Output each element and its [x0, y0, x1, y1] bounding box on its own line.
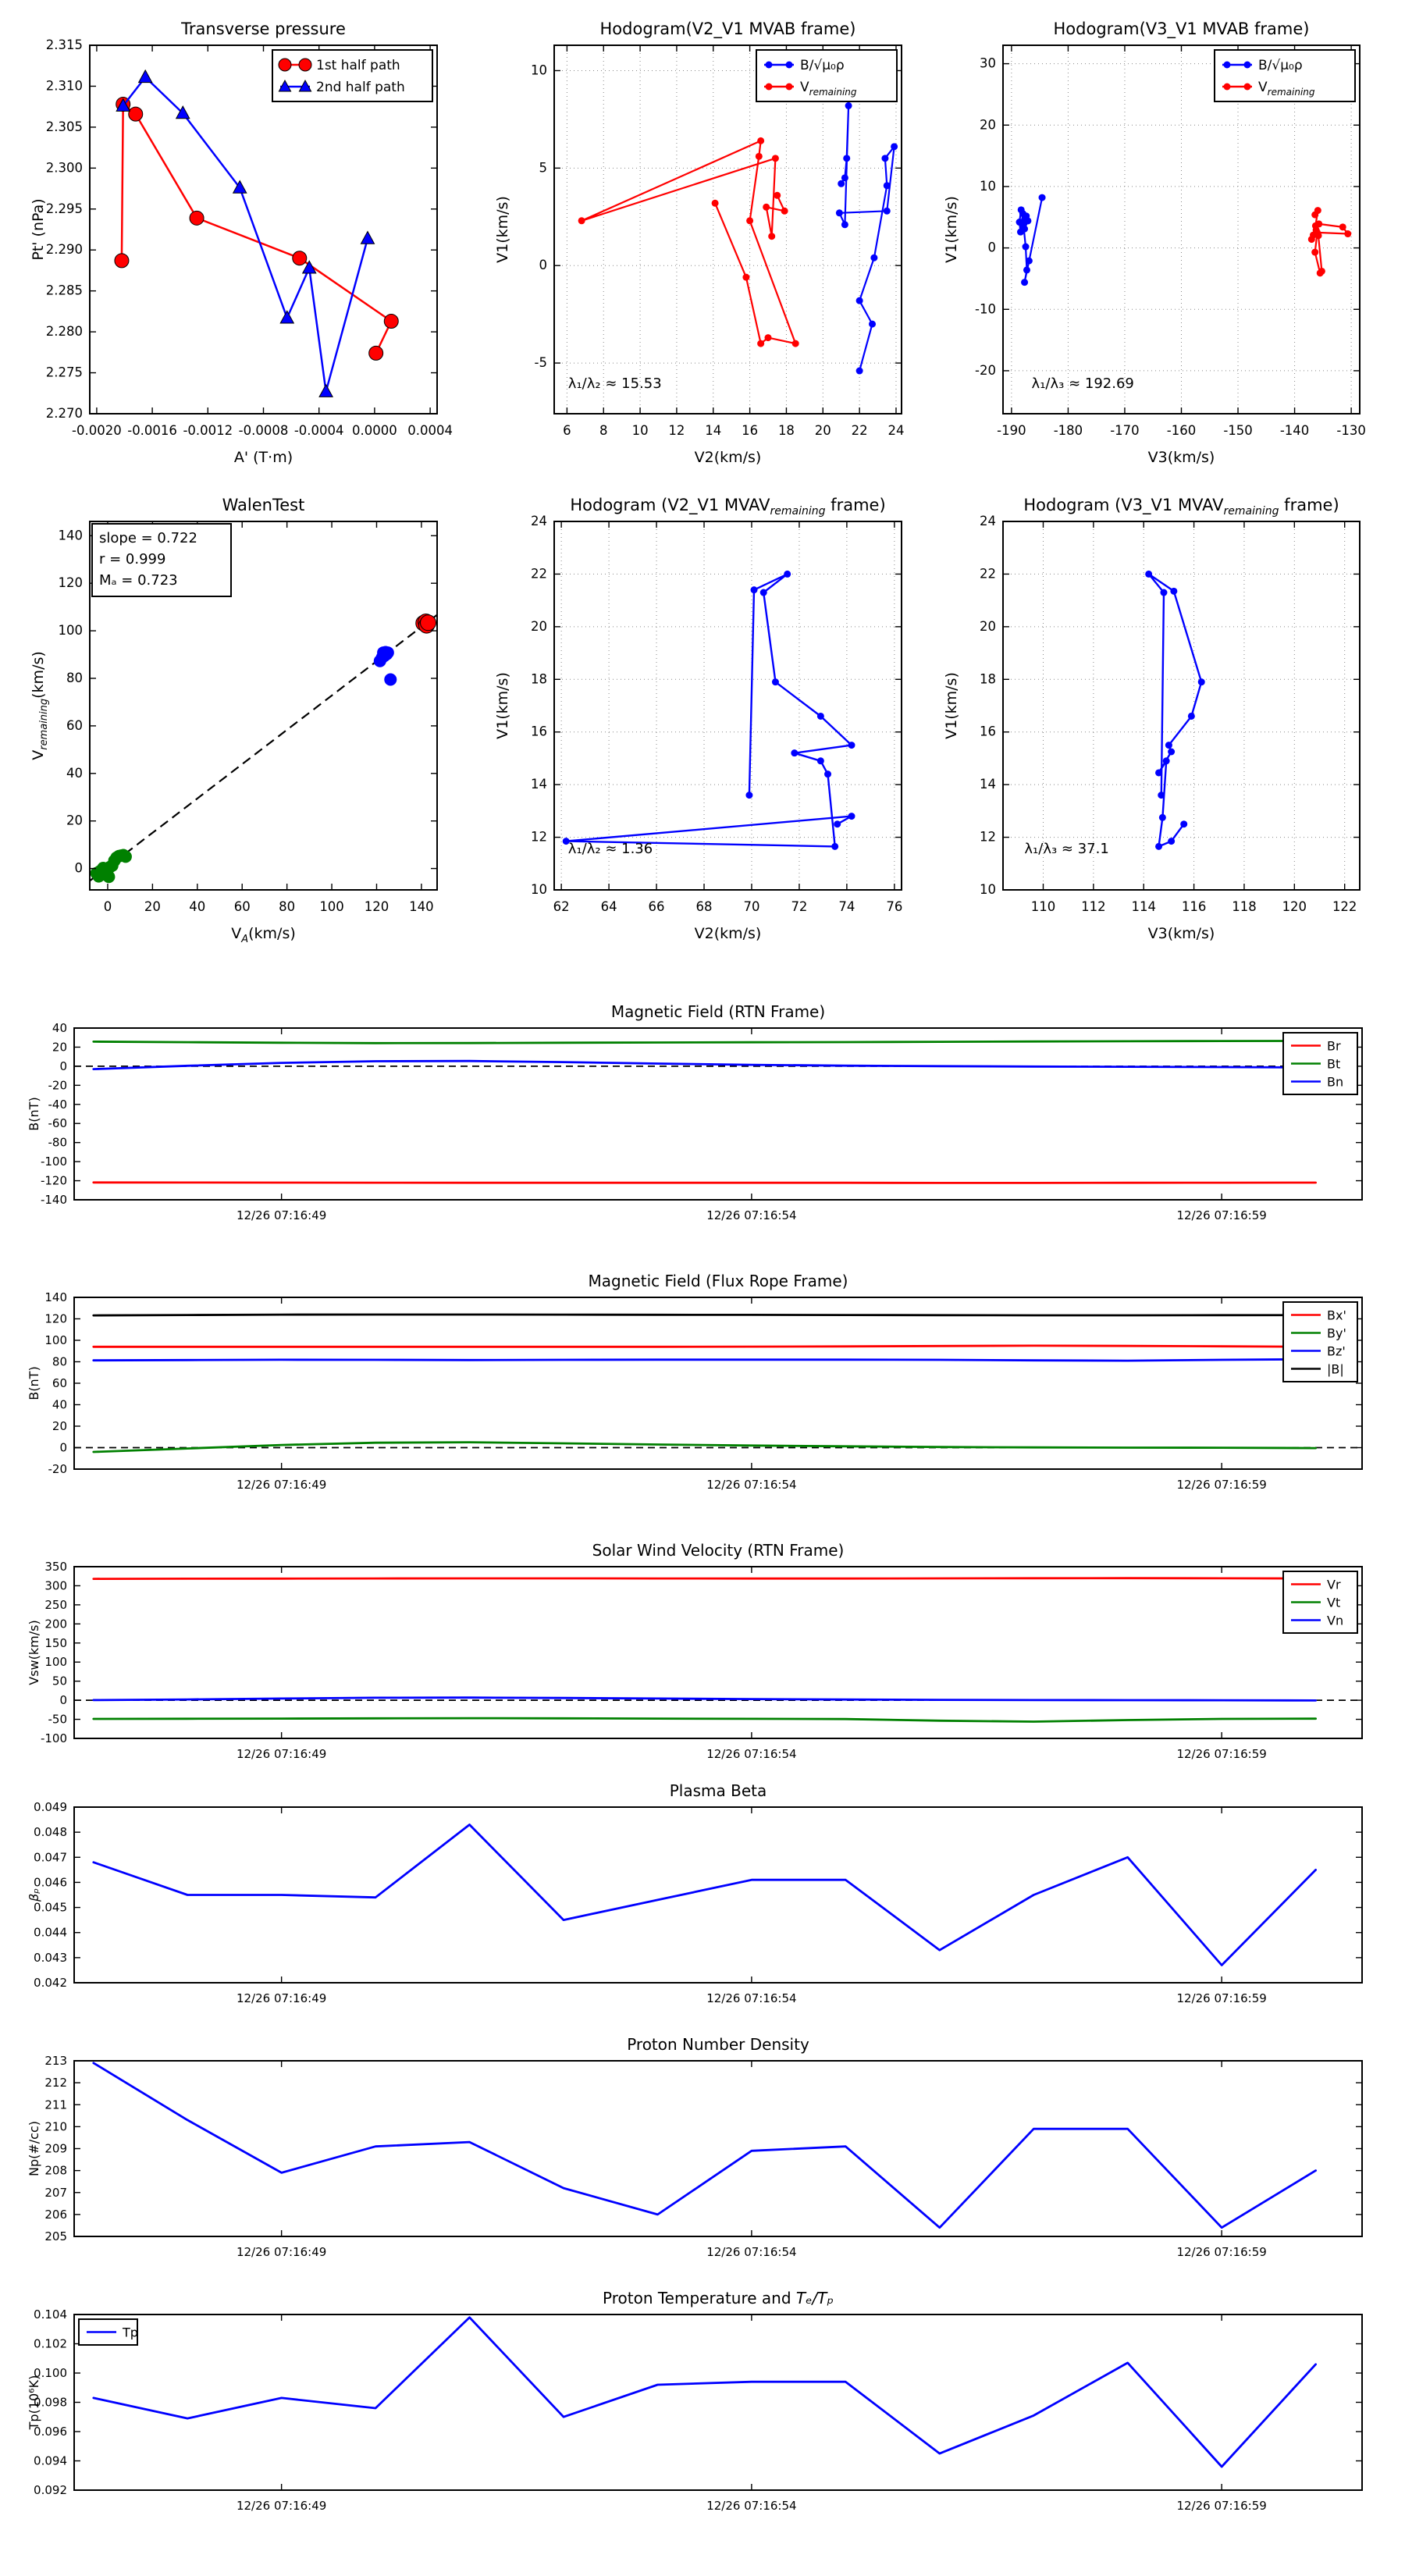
panel-hodogram-v3v1-mvab	[941, 8, 1389, 476]
x-axis-label: V3(km/s)	[1147, 449, 1215, 466]
stats-line: Mₐ = 0.723	[99, 572, 178, 589]
axes-frame	[74, 1028, 1362, 1200]
svg-text:0.047: 0.047	[34, 1850, 67, 1865]
svg-text:68: 68	[695, 899, 713, 914]
svg-text:0.049: 0.049	[34, 1800, 67, 1814]
legend	[1283, 1571, 1357, 1633]
svg-text:20: 20	[814, 423, 831, 438]
legend-label: Bx'	[1327, 1308, 1346, 1323]
svg-text:12/26 07:16:49: 12/26 07:16:49	[236, 1991, 327, 2005]
chart-title: Plasma Beta	[669, 1781, 767, 1800]
transverse-pressure-svg	[23, 8, 461, 476]
axis-ticks	[74, 1567, 1362, 1738]
chart-title: WalenTest	[222, 496, 305, 514]
svg-text:18: 18	[777, 423, 795, 438]
svg-text:-0.0008: -0.0008	[238, 423, 289, 438]
svg-text:-100: -100	[40, 1155, 67, 1169]
series-first-half-path	[115, 98, 398, 361]
series-Np	[94, 2063, 1316, 2228]
svg-text:0.044: 0.044	[34, 1925, 67, 1940]
svg-text:66: 66	[648, 899, 665, 914]
svg-text:2.315: 2.315	[45, 37, 83, 52]
chart-title: Hodogram (V2_V1 $MVAV_{remaining}$ frame)	[570, 496, 886, 518]
panel-hodogram-v2v1-mvav	[488, 484, 925, 952]
svg-text:12: 12	[980, 829, 996, 845]
svg-text:-20: -20	[48, 1462, 67, 1476]
svg-text:2.280: 2.280	[45, 324, 83, 340]
magnetic-field-flux-rope-svg	[23, 1265, 1405, 1507]
panel-hodogram-v2v1-mvab	[488, 8, 925, 476]
chart-title: Magnetic Field (Flux Rope Frame)	[588, 1272, 848, 1290]
magnetic-field-rtn-svg	[23, 995, 1405, 1237]
svg-text:20: 20	[531, 618, 547, 634]
svg-text:16: 16	[531, 724, 547, 739]
tick-labels	[34, 1800, 1267, 2005]
svg-text:40: 40	[189, 899, 206, 914]
svg-text:-140: -140	[1279, 423, 1310, 438]
svg-text:76: 76	[886, 899, 903, 914]
series-Vr	[94, 1578, 1316, 1579]
legend-label: B/√μ₀ρ	[800, 58, 845, 73]
panel-walen-test	[23, 484, 461, 952]
svg-text:20: 20	[980, 618, 996, 634]
svg-text:16: 16	[980, 724, 996, 739]
series-cluster-low	[91, 849, 132, 884]
svg-text:12/26 07:16:59: 12/26 07:16:59	[1176, 1747, 1267, 1761]
svg-text:20: 20	[52, 1040, 67, 1055]
legend	[1215, 50, 1355, 101]
panel-plasma-beta	[23, 1772, 1405, 2018]
y-axis-label: V1(km/s)	[494, 196, 511, 263]
svg-text:-0.0012: -0.0012	[183, 423, 233, 438]
chart-title: Solar Wind Velocity (RTN Frame)	[592, 1541, 845, 1560]
svg-text:114: 114	[1131, 899, 1156, 914]
axes-frame	[74, 2061, 1362, 2236]
svg-text:-50: -50	[48, 1712, 67, 1727]
svg-text:-5: -5	[534, 355, 547, 371]
svg-text:18: 18	[531, 671, 547, 687]
svg-text:18: 18	[980, 671, 996, 687]
svg-text:0.100: 0.100	[34, 2366, 67, 2380]
svg-text:140: 140	[409, 899, 434, 914]
svg-text:20: 20	[980, 117, 996, 133]
svg-text:0: 0	[103, 899, 112, 914]
svg-text:0.092: 0.092	[34, 2483, 67, 2497]
svg-text:-120: -120	[40, 1173, 67, 1188]
x-axis-label: V3(km/s)	[1147, 925, 1215, 942]
svg-text:208: 208	[44, 2163, 67, 2178]
series-Bn	[94, 1061, 1316, 1069]
svg-text:-170: -170	[1110, 423, 1140, 438]
svg-text:-10: -10	[975, 301, 996, 317]
legend-label: Vt	[1327, 1595, 1341, 1610]
legend-label: 1st half path	[316, 58, 400, 73]
svg-text:0.045: 0.045	[34, 1900, 67, 1915]
svg-text:140: 140	[44, 1290, 67, 1304]
panel-proton-temperature	[23, 2279, 1405, 2537]
proton-temperature-svg	[23, 2279, 1405, 2537]
svg-text:-20: -20	[48, 1078, 67, 1093]
svg-text:12/26 07:16:59: 12/26 07:16:59	[1176, 2499, 1267, 2513]
svg-text:0.104: 0.104	[34, 2307, 67, 2322]
axes-frame	[1003, 521, 1360, 890]
svg-text:207: 207	[44, 2185, 67, 2200]
stats-line: slope = 0.722	[99, 530, 197, 546]
panel-hodogram-v3v1-mvav	[941, 484, 1389, 952]
chart-title: Hodogram (V3_V1 $MVAV_{remaining}$ frame)	[1023, 496, 1339, 518]
svg-text:2.305: 2.305	[45, 119, 83, 134]
svg-text:350: 350	[44, 1560, 67, 1574]
chart-title: Magnetic Field (RTN Frame)	[610, 1002, 826, 1021]
svg-text:0: 0	[539, 258, 547, 273]
svg-text:24: 24	[531, 514, 547, 528]
svg-text:22: 22	[851, 423, 868, 438]
svg-text:0.098: 0.098	[34, 2395, 67, 2410]
chart-title: Hodogram(V2_V1 MVAB frame)	[599, 20, 856, 38]
svg-text:10: 10	[531, 882, 547, 897]
axes-frame	[554, 521, 902, 890]
solar-wind-velocity-svg	[23, 1534, 1405, 1776]
axis-ticks	[74, 1028, 1362, 1200]
svg-text:40: 40	[66, 765, 83, 781]
svg-text:10: 10	[631, 423, 649, 438]
svg-text:-100: -100	[40, 1731, 67, 1745]
svg-text:22: 22	[980, 566, 996, 582]
grid-lines	[1003, 521, 1360, 890]
svg-text:120: 120	[44, 1311, 67, 1326]
plasma-beta-svg	[23, 1772, 1405, 2018]
series-Bt	[94, 1041, 1316, 1044]
svg-text:2.270: 2.270	[45, 406, 83, 421]
y-axis-label: $V_{remaining}(km/s)$	[30, 651, 50, 760]
svg-text:-80: -80	[48, 1135, 67, 1150]
series-cluster-mid	[374, 646, 397, 685]
stats-line: r = 0.999	[99, 551, 166, 568]
svg-text:10: 10	[980, 882, 996, 897]
svg-text:0.046: 0.046	[34, 1875, 67, 1890]
svg-text:72: 72	[791, 899, 808, 914]
svg-text:0.094: 0.094	[34, 2453, 67, 2468]
svg-text:0: 0	[74, 860, 83, 876]
svg-text:5: 5	[539, 160, 547, 176]
grid-lines	[554, 521, 902, 890]
walen-test-svg	[23, 484, 461, 952]
svg-text:12/26 07:16:49: 12/26 07:16:49	[236, 1208, 327, 1222]
chart-title: Hodogram(V3_V1 MVAB frame)	[1053, 20, 1310, 38]
axis-ticks	[74, 1297, 1362, 1469]
svg-text:40: 40	[52, 1021, 67, 1035]
legend-label: |B|	[1327, 1361, 1344, 1377]
svg-text:112: 112	[1081, 899, 1106, 914]
y-axis-label: Vsw(km/s)	[27, 1620, 41, 1685]
svg-text:-60: -60	[48, 1116, 67, 1131]
panel-transverse-pressure	[23, 8, 461, 476]
svg-text:80: 80	[66, 670, 83, 685]
axes-frame	[74, 2314, 1362, 2490]
svg-text:14: 14	[980, 777, 996, 792]
proton-number-density-svg	[23, 2026, 1405, 2272]
svg-text:12/26 07:16:54: 12/26 07:16:54	[706, 1747, 797, 1761]
legend-label: Vr	[1327, 1577, 1341, 1592]
svg-text:80: 80	[279, 899, 296, 914]
lambda-annotation: λ₁/λ₂ ≈ 15.53	[567, 375, 662, 392]
svg-text:14: 14	[705, 423, 722, 438]
hodogram-v3v1-mvab-svg	[941, 8, 1389, 476]
y-axis-label: Np(#/cc)	[27, 2121, 41, 2176]
lambda-annotation: λ₁/λ₃ ≈ 192.69	[1031, 375, 1134, 392]
hodogram-v2v1-mvab-svg	[488, 8, 925, 476]
series-beta-p	[94, 1825, 1316, 1966]
series-Bx-prime	[94, 1346, 1316, 1347]
series-v-remaining	[578, 137, 799, 347]
svg-text:140: 140	[58, 528, 83, 543]
svg-text:14: 14	[531, 777, 547, 792]
svg-text:50: 50	[52, 1674, 67, 1688]
svg-text:206: 206	[44, 2207, 67, 2222]
legend-label: $V_{remaining}$	[1258, 80, 1315, 98]
svg-text:12/26 07:16:54: 12/26 07:16:54	[706, 2499, 797, 2513]
hodogram-v3v1-mvav-svg	[941, 484, 1389, 952]
svg-text:0.0004: 0.0004	[407, 423, 453, 438]
series-Bz-prime	[94, 1359, 1316, 1361]
svg-text:8: 8	[599, 423, 608, 438]
svg-text:150: 150	[44, 1635, 67, 1650]
legend-label: 2nd half path	[316, 80, 405, 95]
panel-magnetic-field-rtn	[23, 995, 1405, 1237]
panel-solar-wind-velocity	[23, 1534, 1405, 1776]
legend	[1283, 1302, 1357, 1382]
legend-label: Vn	[1327, 1613, 1344, 1628]
svg-text:210: 210	[44, 2119, 67, 2134]
panel-magnetic-field-flux-rope	[23, 1265, 1405, 1507]
svg-text:74: 74	[838, 899, 855, 914]
svg-text:80: 80	[52, 1354, 67, 1369]
svg-text:120: 120	[364, 899, 389, 914]
svg-text:20: 20	[144, 899, 161, 914]
series-Vt	[94, 1718, 1316, 1721]
svg-text:2.285: 2.285	[45, 283, 83, 298]
legend	[272, 50, 432, 101]
svg-text:20: 20	[52, 1419, 67, 1433]
y-axis-label: Pt' (nPa)	[30, 198, 47, 261]
svg-text:22: 22	[531, 566, 547, 582]
svg-text:213: 213	[44, 2054, 67, 2068]
svg-text:6: 6	[563, 423, 571, 438]
tick-labels	[44, 2054, 1266, 2259]
svg-text:209: 209	[44, 2141, 67, 2156]
y-axis-label: B(nT)	[27, 1366, 41, 1400]
legend-label: By'	[1327, 1325, 1346, 1341]
chart-title: Proton Temperature and Tₑ/Tₚ	[603, 2289, 834, 2307]
svg-text:12/26 07:16:54: 12/26 07:16:54	[706, 1478, 797, 1492]
svg-text:-140: -140	[40, 1193, 67, 1207]
legend-label: Br	[1327, 1038, 1341, 1054]
svg-text:12/26 07:16:49: 12/26 07:16:49	[236, 2499, 327, 2513]
svg-text:-20: -20	[975, 362, 996, 378]
svg-text:60: 60	[52, 1376, 67, 1390]
svg-text:0: 0	[59, 1693, 67, 1708]
series-second-half-path	[116, 70, 374, 397]
series-v-path	[1145, 571, 1205, 850]
svg-text:250: 250	[44, 1597, 67, 1612]
legend-label: $V_{remaining}$	[800, 80, 857, 98]
svg-text:62: 62	[553, 899, 570, 914]
svg-text:200: 200	[44, 1617, 67, 1631]
svg-text:2.290: 2.290	[45, 242, 83, 258]
svg-text:60: 60	[233, 899, 251, 914]
svg-text:0.042: 0.042	[34, 1976, 67, 1990]
svg-text:100: 100	[58, 623, 83, 639]
series-v-path	[563, 571, 855, 850]
y-axis-label: βₚ	[27, 1888, 41, 1902]
tick-labels	[41, 1021, 1267, 1222]
svg-text:0.096: 0.096	[34, 2425, 67, 2439]
axis-ticks	[74, 2061, 1362, 2236]
svg-text:20: 20	[66, 813, 83, 828]
series-b-over-sqrt-mu0rho	[1016, 194, 1046, 286]
svg-text:0.0000: 0.0000	[352, 423, 397, 438]
svg-text:2.300: 2.300	[45, 160, 83, 176]
x-axis-label: V2(km/s)	[694, 925, 762, 942]
svg-text:60: 60	[66, 717, 83, 733]
lambda-annotation: λ₁/λ₃ ≈ 37.1	[1024, 840, 1109, 857]
svg-text:12/26 07:16:54: 12/26 07:16:54	[706, 1208, 797, 1222]
svg-text:12/26 07:16:49: 12/26 07:16:49	[236, 2245, 327, 2259]
svg-text:211: 211	[44, 2097, 67, 2112]
svg-text:0.043: 0.043	[34, 1950, 67, 1965]
x-axis-label: V2(km/s)	[694, 449, 762, 466]
svg-text:-190: -190	[997, 423, 1026, 438]
tick-labels	[34, 2307, 1267, 2513]
svg-text:2.275: 2.275	[45, 365, 83, 380]
legend	[756, 50, 897, 101]
svg-text:100: 100	[44, 1333, 67, 1347]
hodogram-v2v1-mvav-svg	[488, 484, 925, 952]
svg-text:-160: -160	[1166, 423, 1197, 438]
chart-title: Transverse pressure	[181, 20, 346, 38]
svg-text:12: 12	[531, 829, 547, 845]
axes-frame	[74, 1297, 1362, 1469]
svg-text:12/26 07:16:49: 12/26 07:16:49	[236, 1478, 327, 1492]
legend-label: Bn	[1327, 1074, 1344, 1090]
svg-text:100: 100	[319, 899, 344, 914]
svg-text:12/26 07:16:59: 12/26 07:16:59	[1176, 1208, 1267, 1222]
svg-text:122: 122	[1332, 899, 1357, 914]
svg-text:110: 110	[1030, 899, 1056, 914]
x-axis-label: $V_A(km/s)$	[231, 925, 296, 945]
svg-text:118: 118	[1232, 899, 1257, 914]
svg-text:12/26 07:16:54: 12/26 07:16:54	[706, 1991, 797, 2005]
axis-ticks	[1003, 521, 1360, 890]
svg-text:0: 0	[59, 1440, 67, 1455]
tick-labels	[44, 1290, 1266, 1492]
svg-text:116: 116	[1181, 899, 1207, 914]
svg-text:-0.0004: -0.0004	[293, 423, 344, 438]
axis-ticks	[554, 521, 902, 890]
svg-text:30: 30	[980, 55, 996, 71]
chart-title: Proton Number Density	[627, 2035, 809, 2054]
svg-text:24: 24	[980, 514, 996, 528]
svg-text:70: 70	[743, 899, 760, 914]
svg-text:-130: -130	[1336, 423, 1366, 438]
svg-text:100: 100	[44, 1655, 67, 1670]
svg-text:0.048: 0.048	[34, 1825, 67, 1840]
svg-text:-40: -40	[48, 1097, 67, 1112]
svg-text:12/26 07:16:54: 12/26 07:16:54	[706, 2245, 797, 2259]
legend-label: Bz'	[1327, 1343, 1346, 1359]
legend-label: Tp	[123, 2325, 138, 2340]
svg-text:205: 205	[44, 2229, 67, 2243]
svg-text:2.295: 2.295	[45, 201, 83, 216]
axes-frame	[74, 1567, 1362, 1738]
svg-text:-0.0016: -0.0016	[127, 423, 177, 438]
svg-text:64: 64	[600, 899, 617, 914]
y-axis-label: Tp(10⁶K)	[27, 2375, 41, 2430]
svg-text:16: 16	[742, 423, 759, 438]
svg-text:0: 0	[987, 240, 996, 255]
y-axis-label: V1(km/s)	[943, 672, 960, 739]
svg-text:300: 300	[44, 1578, 67, 1593]
svg-text:12/26 07:16:59: 12/26 07:16:59	[1176, 2245, 1267, 2259]
svg-text:12/26 07:16:49: 12/26 07:16:49	[236, 1747, 327, 1761]
svg-text:12: 12	[668, 423, 685, 438]
svg-text:120: 120	[58, 575, 83, 591]
lambda-annotation: λ₁/λ₂ ≈ 1.36	[567, 840, 653, 857]
svg-text:12/26 07:16:59: 12/26 07:16:59	[1176, 1478, 1267, 1492]
svg-text:212: 212	[44, 2076, 67, 2090]
svg-text:10: 10	[980, 178, 996, 194]
legend-label: B/√μ₀ρ	[1258, 58, 1303, 73]
y-axis-label: V1(km/s)	[943, 196, 960, 263]
svg-text:10: 10	[531, 62, 547, 78]
y-axis-label: B(nT)	[27, 1097, 41, 1131]
x-axis-label: A' (T·m)	[233, 449, 293, 466]
svg-text:12/26 07:16:59: 12/26 07:16:59	[1176, 1991, 1267, 2005]
svg-text:-0.0020: -0.0020	[72, 423, 122, 438]
series-v-remaining	[1308, 207, 1351, 276]
svg-text:0.102: 0.102	[34, 2336, 67, 2351]
svg-text:120: 120	[1282, 899, 1307, 914]
series-b-over-sqrt-mu0rho	[836, 102, 898, 375]
legend-label: Bt	[1327, 1056, 1341, 1072]
svg-text:40: 40	[52, 1397, 67, 1412]
legend	[79, 2319, 138, 2345]
panel-proton-number-density	[23, 2026, 1405, 2272]
svg-text:2.310: 2.310	[45, 78, 83, 94]
series-Tp	[94, 2318, 1316, 2467]
tick-labels	[41, 1560, 1267, 1761]
svg-text:24: 24	[887, 423, 905, 438]
axis-ticks	[74, 2314, 1362, 2490]
svg-text:0: 0	[59, 1059, 67, 1073]
svg-text:-180: -180	[1053, 423, 1083, 438]
legend	[1283, 1033, 1357, 1094]
svg-text:-150: -150	[1223, 423, 1253, 438]
y-axis-label: V1(km/s)	[494, 672, 511, 739]
